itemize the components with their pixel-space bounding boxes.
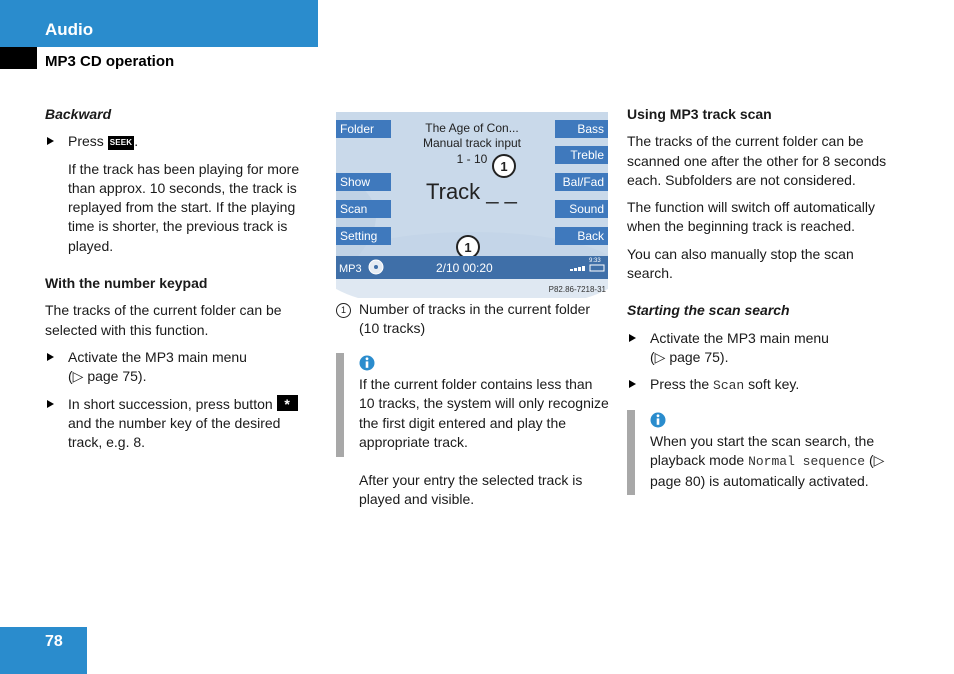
callout-marker-bottom xyxy=(457,236,479,258)
svg-text:1: 1 xyxy=(500,159,508,174)
callout-legend-text: Number of tracks in the current folder (10 tracks) xyxy=(359,301,591,337)
softkey-sound[interactable] xyxy=(555,200,608,218)
softkey-show-label: Show xyxy=(340,175,371,189)
scan-heading: Using MP3 track scan xyxy=(627,106,772,122)
screen-album-title: The Age of Con... xyxy=(425,121,519,135)
page-number-box xyxy=(0,627,87,674)
screen-input-mode: Manual track input xyxy=(422,136,522,150)
callout-marker-top xyxy=(493,155,515,177)
status-track-time: 2/10 00:20 xyxy=(436,261,493,275)
middle-column xyxy=(336,300,608,339)
scan-description-2: The function will switch off automatically when the beginning track is reached. xyxy=(627,199,875,235)
scan-step-2-post: soft key. xyxy=(748,376,800,393)
softkey-folder-label: Folder xyxy=(340,122,375,136)
keypad-step-2-post: and the number key of the desired track, e.g. 8. xyxy=(68,414,281,451)
info-icon xyxy=(359,353,375,373)
backward-heading: Backward xyxy=(45,106,112,122)
start-scan-heading: Starting the scan search xyxy=(627,302,790,319)
info-track-input-p1: If the current folder contains less than 10 tracks, the system will only recognize the first digit entered and play the appropriate track. xyxy=(359,376,609,450)
callout-legend xyxy=(336,300,608,339)
seek-key-icon: SEEK xyxy=(108,136,135,150)
keypad-step-1-ref: (▷ page 75). xyxy=(68,368,147,385)
softkey-balfad[interactable] xyxy=(555,173,608,191)
scan-description-1: The tracks of the current folder can be scanned one after the other for 8 seconds each. Subfolders are not considered. xyxy=(627,133,887,188)
playback-mode-name: Normal sequence xyxy=(748,454,866,470)
star-key-icon: * xyxy=(277,395,298,411)
scan-step-1 xyxy=(627,329,902,368)
keypad-description: The tracks of the current folder can be selected with this function. xyxy=(45,302,282,338)
scan-softkey-name: Scan xyxy=(713,378,745,394)
keypad-step-2 xyxy=(45,395,315,453)
softkey-back[interactable] xyxy=(555,227,608,245)
bullet-triangle-icon xyxy=(47,400,54,408)
softkey-scan[interactable] xyxy=(336,200,391,218)
softkey-bass-label: Bass xyxy=(577,122,604,136)
softkey-bass[interactable] xyxy=(555,120,608,138)
callout-legend-marker: 1 xyxy=(336,303,351,318)
press-label: Press xyxy=(68,133,104,150)
keypad-step-1-text: Activate the MP3 main menu xyxy=(68,348,247,365)
scan-description-3: You can also manually stop the scan search. xyxy=(627,245,854,282)
status-source: MP3 xyxy=(339,263,362,275)
image-reference: P82.86-7218-31 xyxy=(548,285,606,294)
screen-track-range: 1 - 10 xyxy=(456,152,488,166)
right-column xyxy=(627,105,902,396)
backward-description: If the track has been playing for more than approx. 10 seconds, the track is replayed from the start. If the playing time is shorter, the previous track is played. xyxy=(68,160,300,254)
subsection-title: MP3 CD operation xyxy=(45,53,175,70)
info-scan-post: (▷ page 80) is automatically activated. xyxy=(650,452,885,489)
bullet-triangle-icon xyxy=(629,380,636,388)
scan-step-1-text: Activate the MP3 main menu xyxy=(650,329,829,346)
softkey-scan-label: Scan xyxy=(340,202,368,216)
scan-step-2-pre: Press the xyxy=(650,376,710,393)
info-scan-text xyxy=(650,432,910,491)
press-seek-step xyxy=(45,132,315,151)
bullet-triangle-icon xyxy=(47,137,54,145)
softkey-treble-label: Treble xyxy=(570,148,604,162)
keypad-step-1 xyxy=(45,348,315,387)
info-box-track-input-text xyxy=(359,375,609,510)
screen-track-entry: Track _ _ xyxy=(426,179,517,204)
section-title: Audio xyxy=(45,20,94,39)
press-end: . xyxy=(134,133,139,150)
keypad-heading: With the number keypad xyxy=(45,275,208,292)
keypad-step-2-pre: In short succession, press button xyxy=(68,395,273,412)
softkey-show[interactable] xyxy=(336,173,391,191)
scan-step-1-ref: (▷ page 75). xyxy=(650,348,729,365)
softkey-balfad-label: Bal/Fad xyxy=(562,175,604,189)
left-column xyxy=(45,105,315,452)
info-box-scan-text xyxy=(650,432,910,491)
info-scan-pre: When you start the scan search, the playback mode xyxy=(650,433,875,469)
softkey-back-label: Back xyxy=(577,229,604,243)
softkey-setting[interactable] xyxy=(336,227,391,245)
softkey-folder[interactable] xyxy=(336,120,391,138)
bullet-triangle-icon xyxy=(47,353,54,361)
section-tab xyxy=(0,47,37,69)
softkey-setting-label: Setting xyxy=(340,229,378,243)
softkey-sound-label: Sound xyxy=(569,202,604,216)
info-icon xyxy=(650,410,666,430)
bullet-triangle-icon xyxy=(629,334,636,342)
softkey-treble[interactable] xyxy=(555,146,608,164)
scan-step-2 xyxy=(627,375,902,395)
status-clock: 9:33 xyxy=(589,258,601,264)
info-track-input-p2: After your entry the selected track is played and visible. xyxy=(359,472,583,508)
page-number: 78 xyxy=(45,633,63,650)
mp3-screen-illustration xyxy=(336,112,608,298)
svg-text:1: 1 xyxy=(464,240,472,255)
